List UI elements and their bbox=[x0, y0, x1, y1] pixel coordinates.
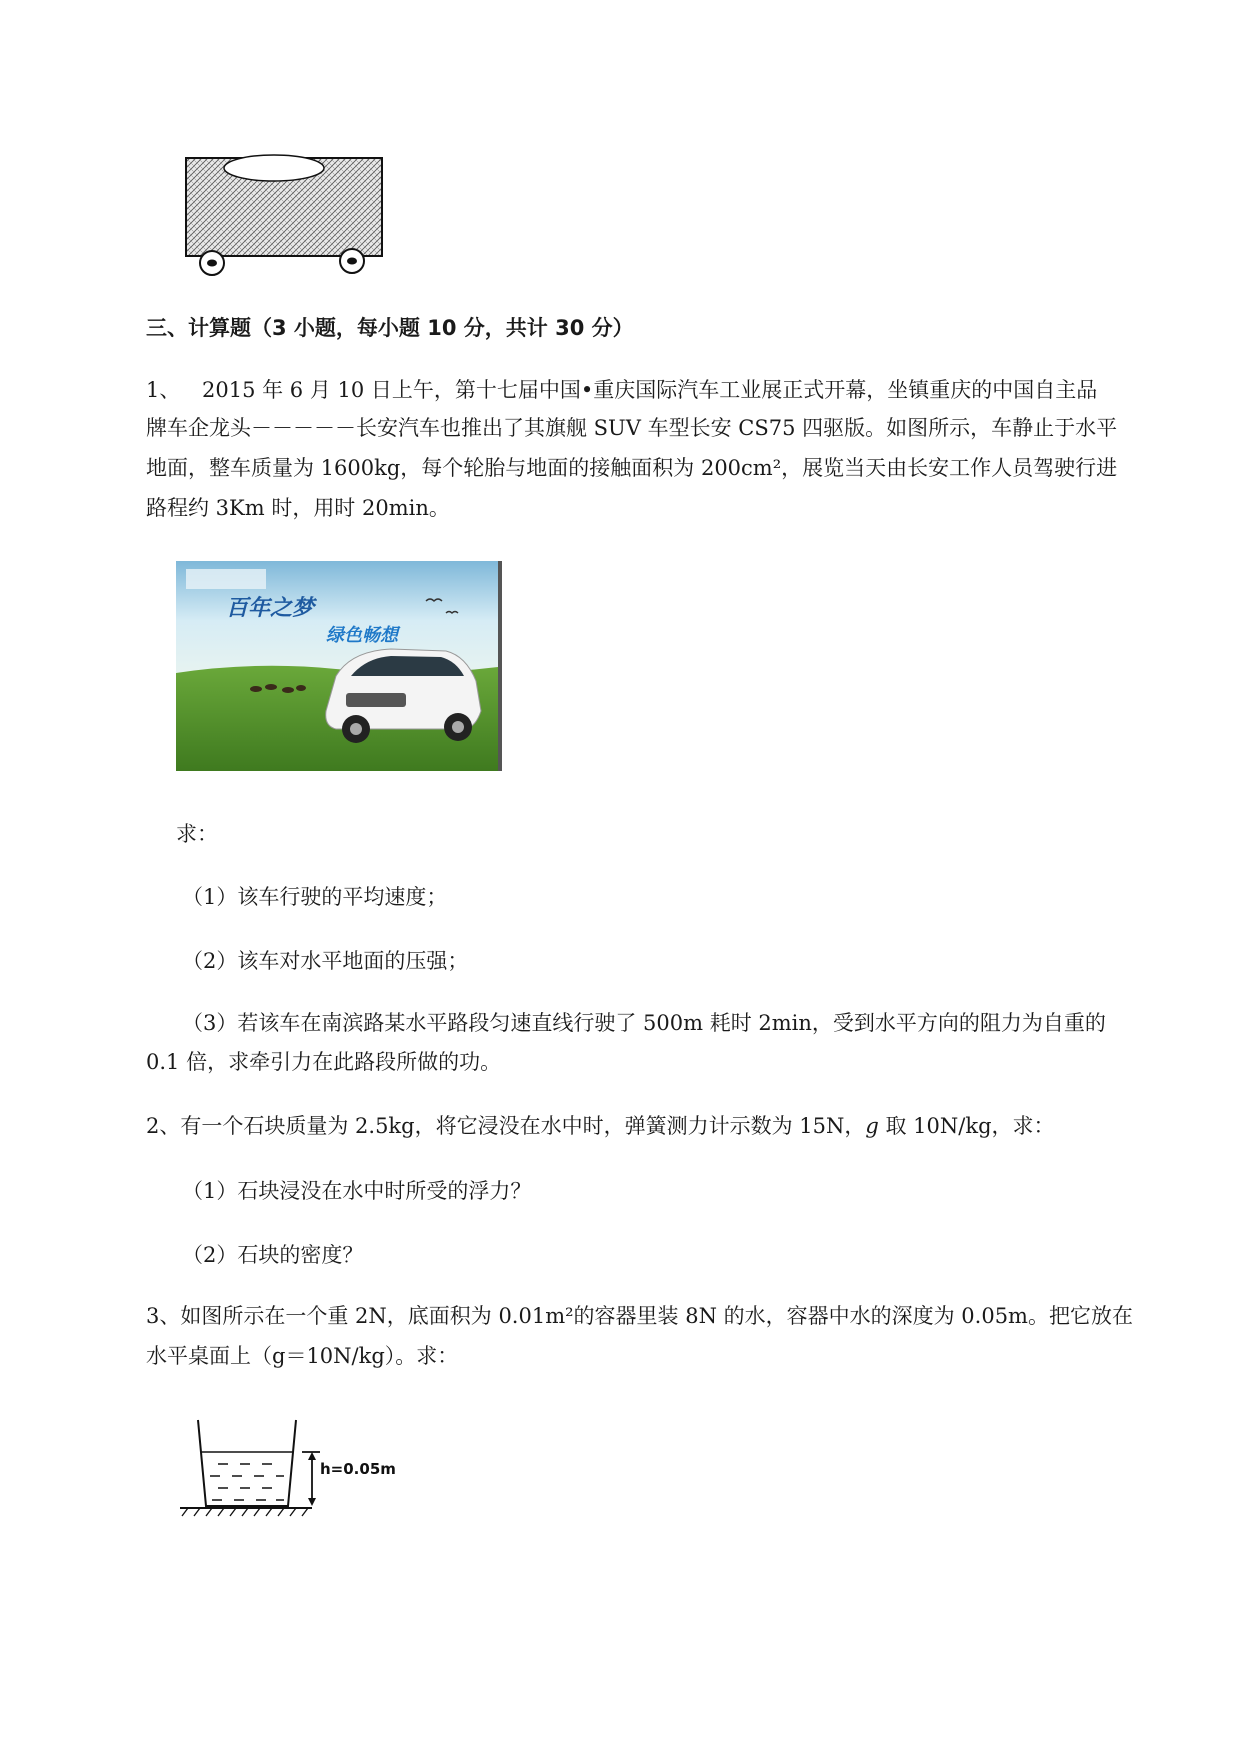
q2-sub2: （2）石块的密度？ bbox=[182, 1243, 364, 1267]
q1-sub3-line1: （3）若该车在南滨路某水平路段匀速直线行驶了 500m 耗时 2min，受到水平方向的阻力为自重的 bbox=[182, 1011, 1106, 1035]
q1-sub2: （2）该车对水平地面的压强； bbox=[182, 949, 469, 973]
water-dashes bbox=[210, 1464, 284, 1500]
ground-hatching bbox=[182, 1508, 308, 1516]
ad-slogan-a: 百年之梦 bbox=[226, 596, 315, 621]
q2-g-symbol: g bbox=[865, 1114, 879, 1138]
q1-sub1: （1）该车行驶的平均速度； bbox=[182, 885, 448, 909]
depth-label: h=0.05m bbox=[320, 1460, 396, 1478]
cart-wheel-left bbox=[200, 251, 224, 275]
car-ad-image bbox=[176, 561, 502, 771]
cart-opening bbox=[224, 155, 324, 181]
q1-line3: 地面，整车质量为 1600kg，每个轮胎与地面的接触面积为 200cm²，展览当天由长安工作人员驾驶行进 bbox=[146, 456, 1118, 480]
q3-line2: 水平桌面上（g＝10N/kg）。求： bbox=[146, 1344, 459, 1368]
ad-slogan-b: 绿色畅想 bbox=[326, 625, 398, 646]
q2-line1-post: 取 10N/kg，求： bbox=[878, 1114, 1055, 1138]
q1-number: 1、 bbox=[146, 378, 181, 402]
q3-line1: 3、如图所示在一个重 2N，底面积为 0.01m²的容器里装 8N 的水，容器中水的深度为 0.05m。把它放在 bbox=[146, 1304, 1133, 1328]
q2-sub1: （1）石块浸没在水中时所受的浮力？ bbox=[182, 1179, 532, 1203]
container-diagram bbox=[178, 1418, 418, 1528]
q1-ask: 求： bbox=[176, 822, 218, 846]
cart-wheel-right bbox=[340, 249, 364, 273]
container-walls bbox=[198, 1420, 296, 1506]
cart-figure bbox=[176, 148, 396, 278]
depth-arrow bbox=[302, 1452, 320, 1506]
q2-line1 bbox=[146, 1110, 1055, 1140]
q1-line4: 路程约 3Km 时，用时 20min。 bbox=[146, 496, 450, 520]
q1-line1: 2015 年 6 月 10 日上午，第十七届中国•重庆国际汽车工业展正式开幕，坐镇重庆的中国自主品 bbox=[202, 378, 1098, 402]
q1-sub3-line2: 0.1 倍，求牵引力在此路段所做的功。 bbox=[146, 1050, 502, 1074]
q1-line2: 牌车企龙头－－－－－长安汽车也推出了其旗舰 SUV 车型长安 CS75 四驱版。如图所示，车静止于水平 bbox=[146, 416, 1118, 440]
ad-logo-box bbox=[186, 569, 266, 589]
section-heading: 三、计算题（3 小题，每小题 10 分，共计 30 分） bbox=[146, 316, 634, 340]
ad-suv bbox=[326, 649, 481, 743]
q2-line1-pre: 2、有一个石块质量为 2.5kg，将它浸没在水中时，弹簧测力计示数为 15N， bbox=[146, 1114, 866, 1138]
